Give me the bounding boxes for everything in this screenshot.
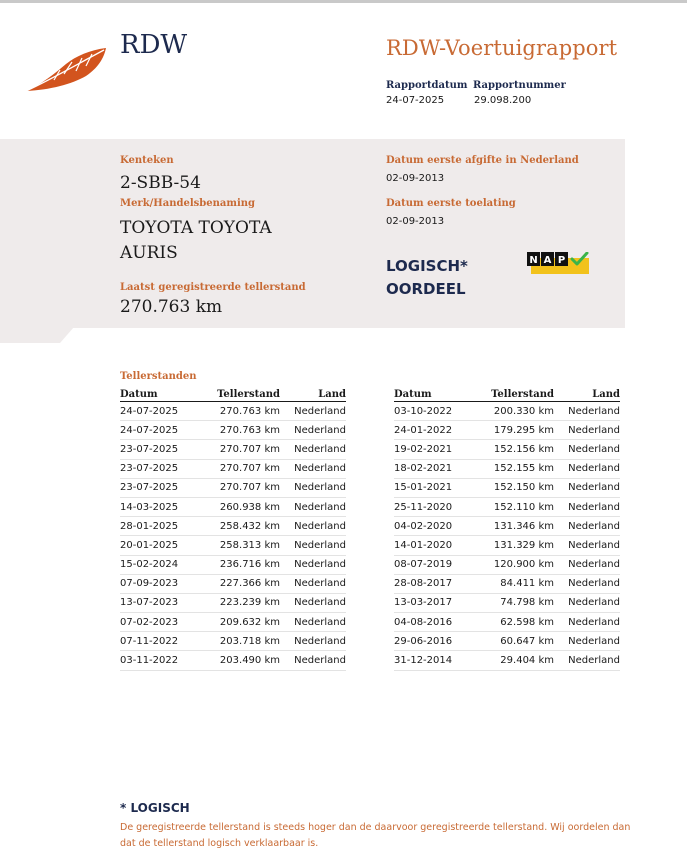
- reading-country: Nederland: [568, 405, 620, 417]
- reading-km: 227.366 km: [219, 578, 280, 590]
- header-date: Datum: [394, 388, 432, 400]
- reading-date: 23-07-2025: [120, 482, 179, 494]
- table-row: [394, 556, 620, 575]
- first-issue-value: 02-09-2013: [386, 173, 445, 184]
- make-value-line2: AURIS: [120, 243, 178, 263]
- reading-km: 258.313 km: [219, 539, 280, 551]
- reading-date: 28-01-2025: [120, 520, 179, 532]
- table-row: [394, 479, 620, 498]
- rdw-feather-logo-icon: [24, 44, 108, 94]
- reading-km: 223.239 km: [219, 597, 280, 609]
- brand-name: RDW: [120, 30, 188, 60]
- reading-km: 270.763 km: [219, 424, 280, 436]
- first-admission-value: 02-09-2013: [386, 216, 445, 227]
- table-header: [394, 387, 620, 402]
- reading-country: Nederland: [568, 501, 620, 513]
- plate-value: 2-SBB-54: [120, 173, 201, 193]
- make-label: Merk/Handelsbenaming: [120, 198, 256, 209]
- verdict-line1: LOGISCH*: [386, 257, 468, 275]
- table-row: [120, 440, 346, 459]
- reading-country: Nederland: [568, 578, 620, 590]
- reading-km: 270.763 km: [219, 405, 280, 417]
- reading-km: 152.155 km: [493, 463, 554, 475]
- reading-date: 19-02-2021: [394, 443, 453, 455]
- reading-date: 23-07-2025: [120, 463, 179, 475]
- reading-date: 28-08-2017: [394, 578, 453, 590]
- reading-country: Nederland: [568, 539, 620, 551]
- reading-country: Nederland: [568, 616, 620, 628]
- reading-km: 152.150 km: [493, 482, 554, 494]
- nap-letter-a: A: [543, 255, 552, 266]
- report-number: 29.098.200: [474, 95, 532, 106]
- table-row: [120, 651, 346, 670]
- reading-date: 14-01-2020: [394, 539, 453, 551]
- reading-km: 131.346 km: [493, 520, 554, 532]
- table-row: [394, 536, 620, 555]
- table-row: [120, 632, 346, 651]
- reading-date: 04-02-2020: [394, 520, 453, 532]
- reading-date: 08-07-2019: [394, 559, 453, 571]
- table-row: [120, 594, 346, 613]
- reading-km: 200.330 km: [493, 405, 554, 417]
- readings-table-right: [394, 387, 620, 671]
- reading-date: 04-08-2016: [394, 616, 453, 628]
- plate-label: Kenteken: [120, 155, 174, 166]
- reading-country: Nederland: [294, 539, 346, 551]
- reading-country: Nederland: [568, 635, 620, 647]
- reading-km: 203.490 km: [219, 655, 280, 667]
- table-row: [394, 575, 620, 594]
- table-row: [120, 402, 346, 421]
- readings-title: Tellerstanden: [120, 371, 197, 382]
- reading-km: 84.411 km: [500, 578, 554, 590]
- make-value-line1: TOYOTA TOYOTA: [120, 218, 272, 238]
- note-title: * LOGISCH: [120, 801, 190, 815]
- reading-km: 270.707 km: [219, 463, 280, 475]
- reading-country: Nederland: [568, 424, 620, 436]
- reading-country: Nederland: [294, 405, 346, 417]
- reading-country: Nederland: [294, 443, 346, 455]
- reading-date: 18-02-2021: [394, 463, 453, 475]
- odometer-value: 270.763 km: [120, 297, 223, 317]
- reading-date: 20-01-2025: [120, 539, 179, 551]
- reading-country: Nederland: [294, 578, 346, 590]
- reading-country: Nederland: [294, 635, 346, 647]
- table-row: [120, 536, 346, 555]
- reading-country: Nederland: [568, 463, 620, 475]
- panel-notch: [0, 327, 74, 343]
- reading-country: Nederland: [294, 597, 346, 609]
- table-row: [394, 651, 620, 670]
- table-row: [120, 517, 346, 536]
- reading-date: 07-02-2023: [120, 616, 179, 628]
- reading-date: 24-07-2025: [120, 405, 179, 417]
- reading-date: 14-03-2025: [120, 501, 179, 513]
- reading-date: 29-06-2016: [394, 635, 453, 647]
- reading-km: 236.716 km: [219, 559, 280, 571]
- reading-km: 74.798 km: [500, 597, 554, 609]
- reading-km: 120.900 km: [493, 559, 554, 571]
- table-row: [120, 421, 346, 440]
- reading-date: 13-03-2017: [394, 597, 453, 609]
- reading-country: Nederland: [568, 597, 620, 609]
- reading-km: 270.707 km: [219, 482, 280, 494]
- first-issue-label: Datum eerste afgifte in Nederland: [386, 155, 579, 166]
- reading-country: Nederland: [568, 559, 620, 571]
- reading-country: Nederland: [568, 520, 620, 532]
- reading-country: Nederland: [568, 482, 620, 494]
- table-row: [394, 421, 620, 440]
- report-number-label: Rapportnummer: [473, 80, 566, 91]
- table-row: [120, 479, 346, 498]
- reading-country: Nederland: [568, 443, 620, 455]
- top-divider: [0, 0, 687, 3]
- reading-date: 23-07-2025: [120, 443, 179, 455]
- reading-country: Nederland: [294, 655, 346, 667]
- reading-km: 131.329 km: [493, 539, 554, 551]
- nap-badge-icon: [527, 252, 591, 276]
- reading-km: 62.598 km: [500, 616, 554, 628]
- reading-km: 29.404 km: [500, 655, 554, 667]
- vehicle-summary-panel: [0, 139, 625, 328]
- reading-km: 152.156 km: [493, 443, 554, 455]
- reading-km: 209.632 km: [219, 616, 280, 628]
- reading-km: 152.110 km: [493, 501, 554, 513]
- reading-date: 15-02-2024: [120, 559, 179, 571]
- table-row: [120, 613, 346, 632]
- table-row: [120, 460, 346, 479]
- reading-km: 258.432 km: [219, 520, 280, 532]
- reading-date: 03-10-2022: [394, 405, 453, 417]
- nap-letter-n: N: [529, 255, 538, 266]
- reading-km: 179.295 km: [493, 424, 554, 436]
- table-header: [120, 387, 346, 402]
- report-title: RDW-Voertuigrapport: [386, 36, 618, 60]
- reading-country: Nederland: [294, 482, 346, 494]
- table-row: [120, 556, 346, 575]
- table-row: [394, 460, 620, 479]
- reading-country: Nederland: [294, 424, 346, 436]
- readings-table-left: [120, 387, 346, 671]
- verdict: [386, 255, 468, 301]
- table-row: [120, 498, 346, 517]
- header-km: Tellerstand: [491, 388, 554, 400]
- report-date-label: Rapportdatum: [386, 80, 468, 91]
- reading-date: 15-01-2021: [394, 482, 453, 494]
- reading-date: 07-11-2022: [120, 635, 179, 647]
- reading-date: 07-09-2023: [120, 578, 179, 590]
- odometer-label: Laatst geregistreerde tellerstand: [120, 282, 306, 293]
- reading-country: Nederland: [294, 616, 346, 628]
- header-date: Datum: [120, 388, 158, 400]
- table-row: [394, 594, 620, 613]
- table-row: [394, 517, 620, 536]
- reading-km: 203.718 km: [219, 635, 280, 647]
- reading-date: 03-11-2022: [120, 655, 179, 667]
- header-country: Land: [318, 388, 346, 400]
- report-date: 24-07-2025: [386, 95, 445, 106]
- header-km: Tellerstand: [217, 388, 280, 400]
- table-row: [394, 498, 620, 517]
- reading-country: Nederland: [294, 463, 346, 475]
- table-row: [394, 613, 620, 632]
- reading-date: 13-07-2023: [120, 597, 179, 609]
- table-row: [120, 575, 346, 594]
- reading-date: 25-11-2020: [394, 501, 453, 513]
- note-text: De geregistreerde tellerstand is steeds hoger dan de daarvoor geregistreerde tellerstand. Wij oordelen dan dat de tellerstand logisch verklaarbaar is.: [120, 822, 631, 849]
- reading-km: 60.647 km: [500, 635, 554, 647]
- verdict-line2: OORDEEL: [386, 280, 466, 298]
- reading-country: Nederland: [568, 655, 620, 667]
- reading-date: 24-07-2025: [120, 424, 179, 436]
- table-row: [394, 632, 620, 651]
- reading-country: Nederland: [294, 520, 346, 532]
- nap-letter-p: P: [557, 255, 566, 266]
- header-country: Land: [592, 388, 620, 400]
- reading-date: 31-12-2014: [394, 655, 453, 667]
- table-row: [394, 402, 620, 421]
- reading-km: 270.707 km: [219, 443, 280, 455]
- reading-date: 24-01-2022: [394, 424, 453, 436]
- first-admission-label: Datum eerste toelating: [386, 198, 516, 209]
- table-row: [394, 440, 620, 459]
- reading-country: Nederland: [294, 501, 346, 513]
- reading-country: Nederland: [294, 559, 346, 571]
- reading-km: 260.938 km: [219, 501, 280, 513]
